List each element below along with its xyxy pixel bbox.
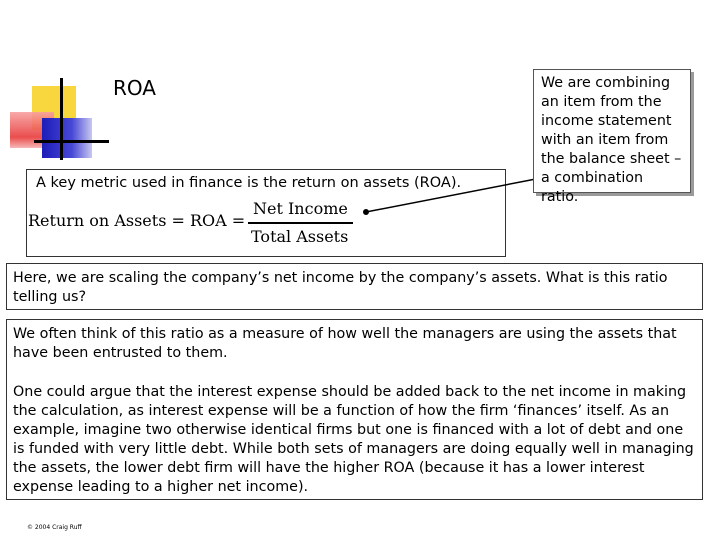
explanation-paragraph-1: We often think of this ratio as a measure of how well the managers are using the assets that have been entrusted to them. [13,326,677,361]
formula-numerator: Net Income [253,199,348,218]
explanation-box [6,319,703,500]
slide-title: ROA [113,76,156,100]
copyright-footer: © 2004 Craig Ruff [27,524,82,531]
formula-lhs: Return on Assets = ROA = [28,211,246,230]
scaling-question-box: Here, we are scaling the company’s net income by the company’s assets. What is this ratio telling us? [6,263,703,310]
formula-denominator: Total Assets [251,227,349,246]
explanation-paragraph-2: One could argue that the interest expense should be added back to the net income in making the calculation, as interest expense will be a function of how the firm ‘finances’ itself. As an example, imagine two otherwise identical firms but one is financed with a lot of debt and one is funded with very little debt. While both sets of managers are doing equally well in managing the assets, the lower debt firm will have the higher ROA (because it has a lower interest expense leading to a higher net income). [13,384,694,495]
intro-text: A key metric used in finance is the return on assets (ROA). [36,175,462,191]
callout-box: We are combining an item from the income statement with an item from the balance sheet – a combination ratio. [533,69,691,193]
